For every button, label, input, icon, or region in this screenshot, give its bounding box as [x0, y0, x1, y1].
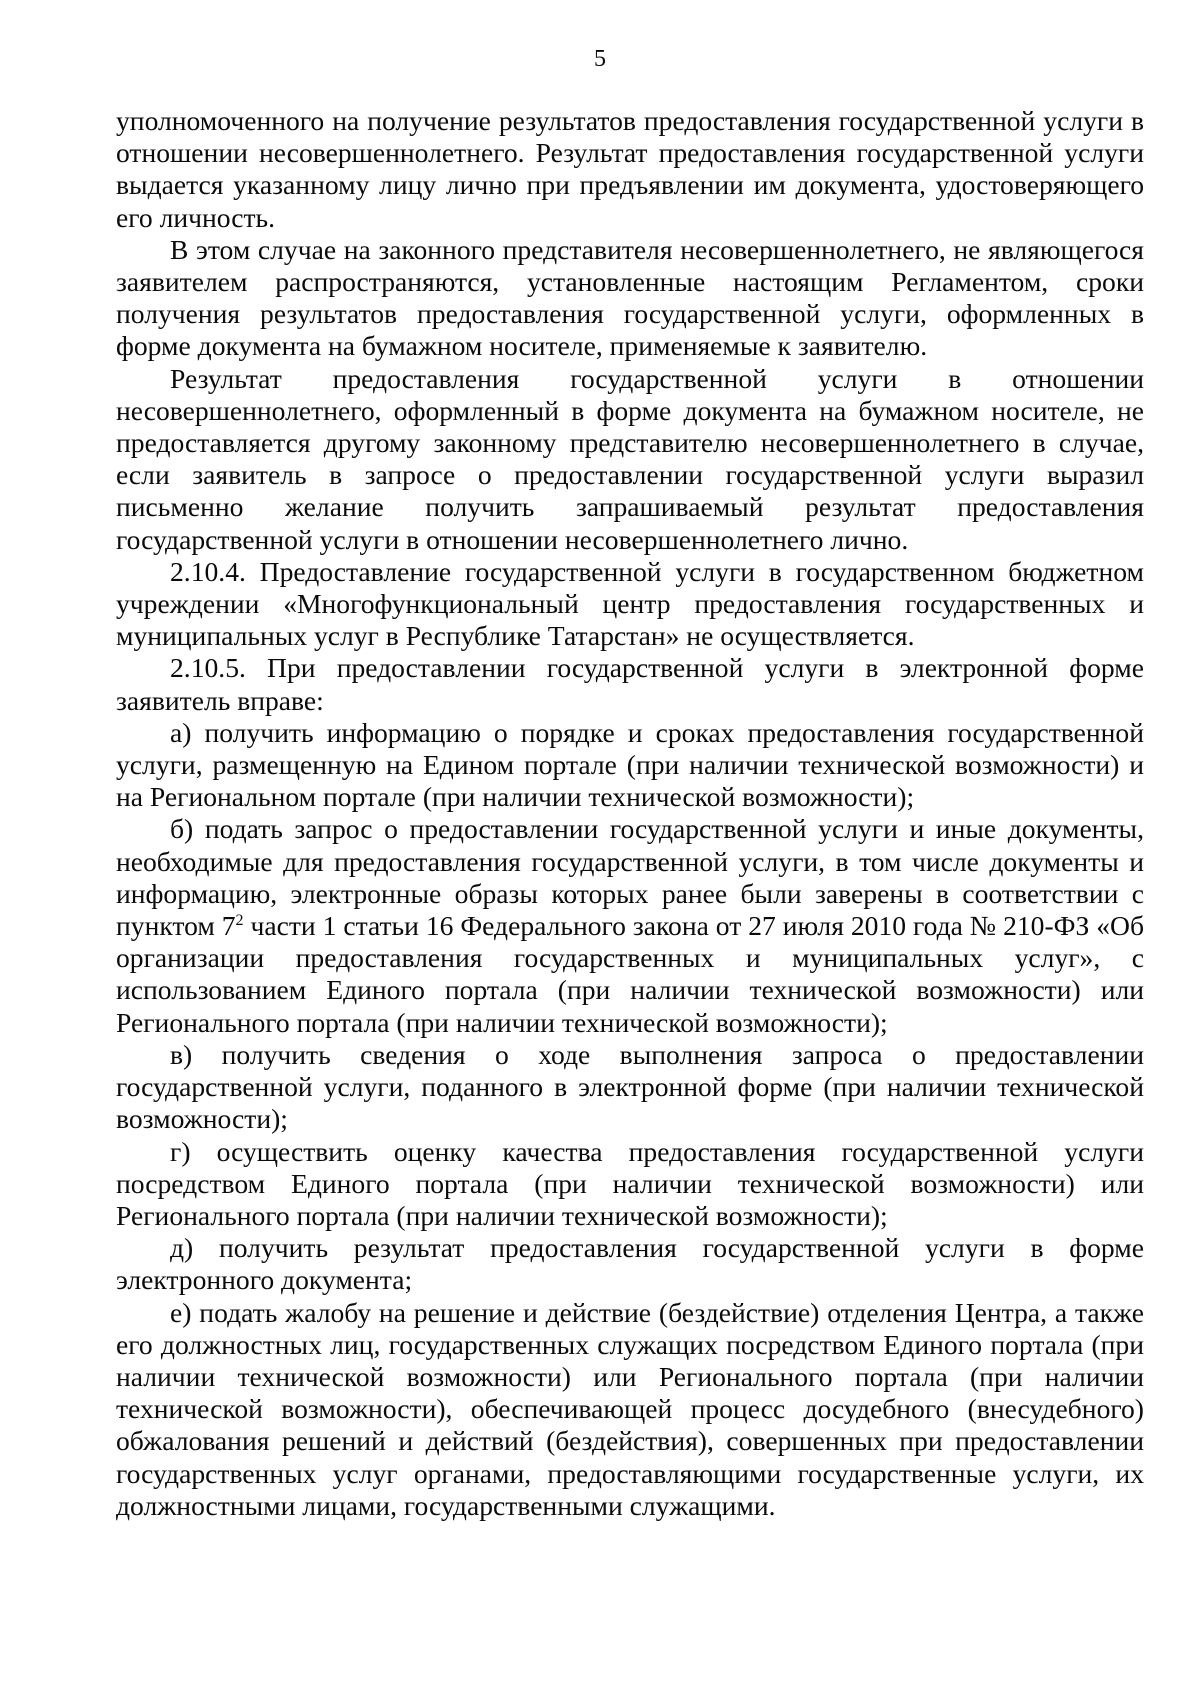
- superscript-footnote: 2: [235, 911, 244, 929]
- list-item-b: [116, 813, 1144, 1038]
- list-item-g: г) осуществить оценку качества предоставления государственной услуги посредством Единого портала (при наличии технической возможности) или Регионального портала (при наличии технической возможности);: [116, 1135, 1144, 1231]
- paragraph-continuation: уполномоченного на получение результатов предоставления государственной услуги в отношении несовершеннолетнего. Результат предоставления государственной услуги выдается указанному лицу лично при предъявлении им документа, удостоверяющего его личность.: [116, 105, 1144, 233]
- paragraph-result-not-provided: Результат предоставления государственной услуги в отношении несовершеннолетнего, оформленный в форме документа на бумажном носителе, не предоставляется другому законному представителю несовершеннолетнего в случае, если заявитель в запросе о предоставлении государственной услуги выразил письменно желание получить запрашиваемый результат предоставления государственной услуги в отношении несовершеннолетнего лично.: [116, 362, 1144, 555]
- page-number: 5: [594, 46, 606, 72]
- list-item-v: в) получить сведения о ходе выполнения запроса о предоставлении государственной услуги, поданного в электронной форме (при наличии технической возможности);: [116, 1038, 1144, 1135]
- list-item-a: а) получить информацию о порядке и сроках предоставления государственной услуги, размещенную на Едином портале (при наличии технической возможности) и на Региональном портале (при наличии технической возможности);: [116, 716, 1144, 813]
- paragraph-2-10-4: 2.10.4. Предоставление государственной услуги в государственном бюджетном учреждении «Многофункциональный центр предоставления государственных и муниципальных услуг в Республике Татарстан» не осуществляется.: [116, 555, 1144, 652]
- paragraph-2-10-5: 2.10.5. При предоставлении государственной услуги в электронной форме заявитель вправе:: [116, 652, 1144, 716]
- list-item-e: е) подать жалобу на решение и действие (бездействие) отделения Центра, а также его должностных лиц, государственных служащих посредством Единого портала (при наличии технической возможности) или Регионального портала (при наличии технической возможности), обеспечивающей процесс досудебного (внесудебного) обжалования решений и действий (бездействия), совершенных при предоставлении государственных услуг органами, предоставляющими государственные услуги, их должностными лицами, государственными служащими.: [116, 1296, 1144, 1521]
- list-item-b-text-before: б) подать запрос о предоставлении государственной услуги и иные документы, необходимые для предоставления государственной услуги, в том числе документы и информацию, электронные образы которых ранее были заверены в соответствии с пунктом 7: [116, 813, 1144, 942]
- list-item-b-text-after: части 1 статьи 16 Федерального закона от 27 июля 2010 года № 210-ФЗ «Об организации предоставления государственных и муниципальных услуг», с использованием Единого портала (при наличии технической возможности) или Регионального портала (при наличии технической возможности);: [116, 910, 1144, 1038]
- paragraph-legal-representative-terms: В этом случае на законного представителя несовершеннолетнего, не являющегося заявителем распространяются, установленные настоящим Регламентом, сроки получения результатов предоставления государственной услуги, оформленных в форме документа на бумажном носителе, применяемые к заявителю.: [116, 233, 1144, 362]
- list-item-d: д) получить результат предоставления государственной услуги в форме электронного документа;: [116, 1232, 1144, 1296]
- document-body: [116, 105, 1144, 1522]
